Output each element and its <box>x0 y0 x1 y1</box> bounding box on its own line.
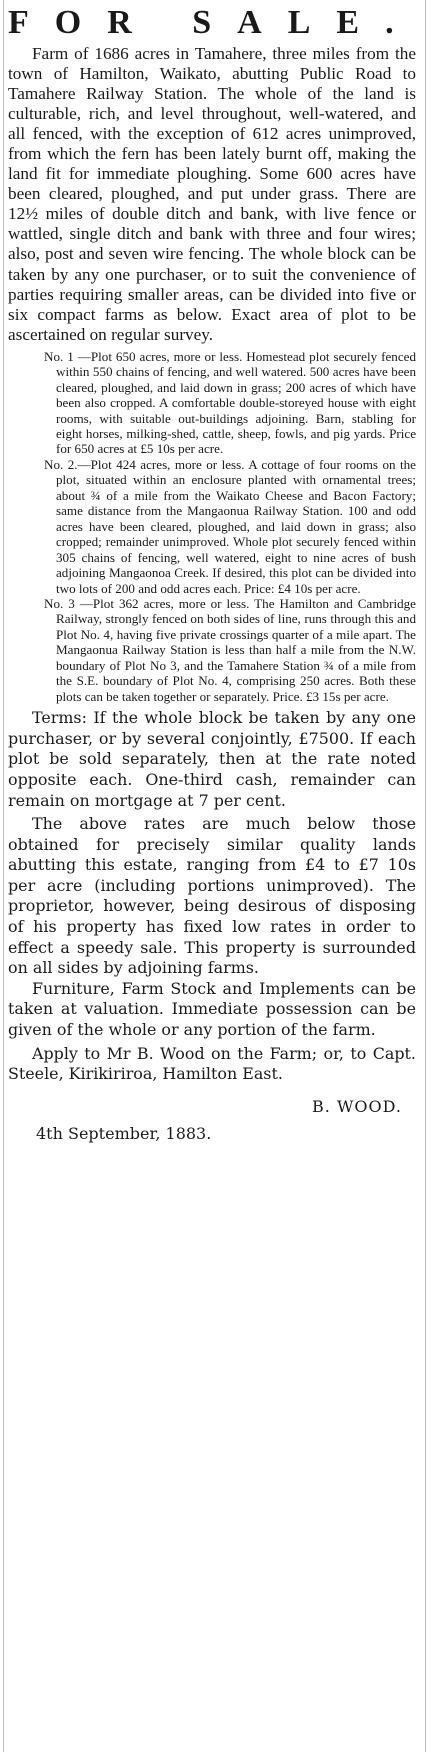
plot-item-2: No. 2.—Plot 424 acres, more or less. A cottage of four rooms on the plot, situated within an enclosure planted with ornamental trees; about ¾ of a mile from the Waikato Cheese and Bacon Factory; same distance from the Mangaonua Railway Station. 100 and odd acres have been cleared, ploughed, and laid down in grass; also cropped; remainder unimproved. Whole plot securely fenced within 305 chains of fencing, well watered, eight to nine acres of bush adjoining Mangaonoa Creek. If desired, this plot can be divided into two lots of 200 and odd acres each. Price: £4 10s per acre. <box>44 456 416 596</box>
furniture-paragraph: Furniture, Farm Stock and Implements can be taken at valuation. Immediate possession can be given of the whole or any portion of the farm. <box>8 978 416 1040</box>
apply-paragraph: Apply to Mr B. Wood on the Farm; or, to Capt. Steele, Kirikiriroa, Hamilton East. <box>8 1043 416 1084</box>
plot-item-3: No. 3 —Plot 362 acres, more or less. The Hamilton and Cambridge Railway, strongly fenced on both sides of line, runs through this and Plot No. 4, having five private crossings quarter of a mile apart. The Mangaonua Railway Station is less than half a mile from the N.W. boundary of Plot No 3, and the Tamahere Station ¾ of a mile from the S.E. boundary of Plot No. 4, comprising 250 acres. Both these plots can be taken together or separately. Price. £3 15s per acre. <box>44 595 416 704</box>
right-column-rule <box>425 0 426 1752</box>
plot-item-1: No. 1 —Plot 650 acres, more or less. Homestead plot securely fenced within 550 chains of fencing, and well watered. 500 acres have been cleared, ploughed, and laid down in grass; 200 acres of which have been also cropped. A comfortable double-storeyed house with eight rooms, with suitable out-buildings adjoining. Barn, stabling for eight horses, milking-shed, cattle, sheep, fowls, and pig yards. Price for 650 acres at £5 10s per acre. <box>44 348 416 457</box>
terms-paragraph: Terms: If the whole block be taken by any one purchaser, or by several conjointly, £7500. If each plot be sold separately, then at the rate noted opposite each. One-third cash, remainder can remain on mortgage at 7 per cent. <box>8 708 416 810</box>
plot-list <box>8 349 416 704</box>
advert-date: 4th September, 1883. <box>36 1123 212 1143</box>
advert-heading: FOR SALE. <box>8 4 420 41</box>
left-column-rule <box>3 0 4 1752</box>
signature: B. WOOD. <box>312 1096 402 1116</box>
rates-paragraph: The above rates are much below those obtained for precisely similar quality lands abutting this estate, ranging from £4 to £7 10s per acre (including portions unimproved). The proprietor, however, being desirous of disposing of his property has fixed low rates in order to effect a speedy sale. This property is surrounded on all sides by adjoining farms. <box>8 814 416 978</box>
intro-paragraph: Farm of 1686 acres in Tamahere, three miles from the town of Hamilton, Waikato, abutting Public Road to Tamahere Railway Station. The whole of the land is culturable, rich, and level throughout, well-watered, and all fenced, with the exception of 612 acres unimproved, from which the fern has been lately burnt off, making the land fit for immediate ploughing. Some 600 acres have been cleared, ploughed, and put under grass. There are 12½ miles of double ditch and bank, with live fence or wattled, single ditch and bank with three and four wires; also, post and seven wire fencing. The whole block can be taken by any one purchaser, or to suit the convenience of parties requiring smaller areas, can be divided into five or six compact farms as below. Exact area of plot to be ascertained on regular survey. <box>8 44 416 344</box>
